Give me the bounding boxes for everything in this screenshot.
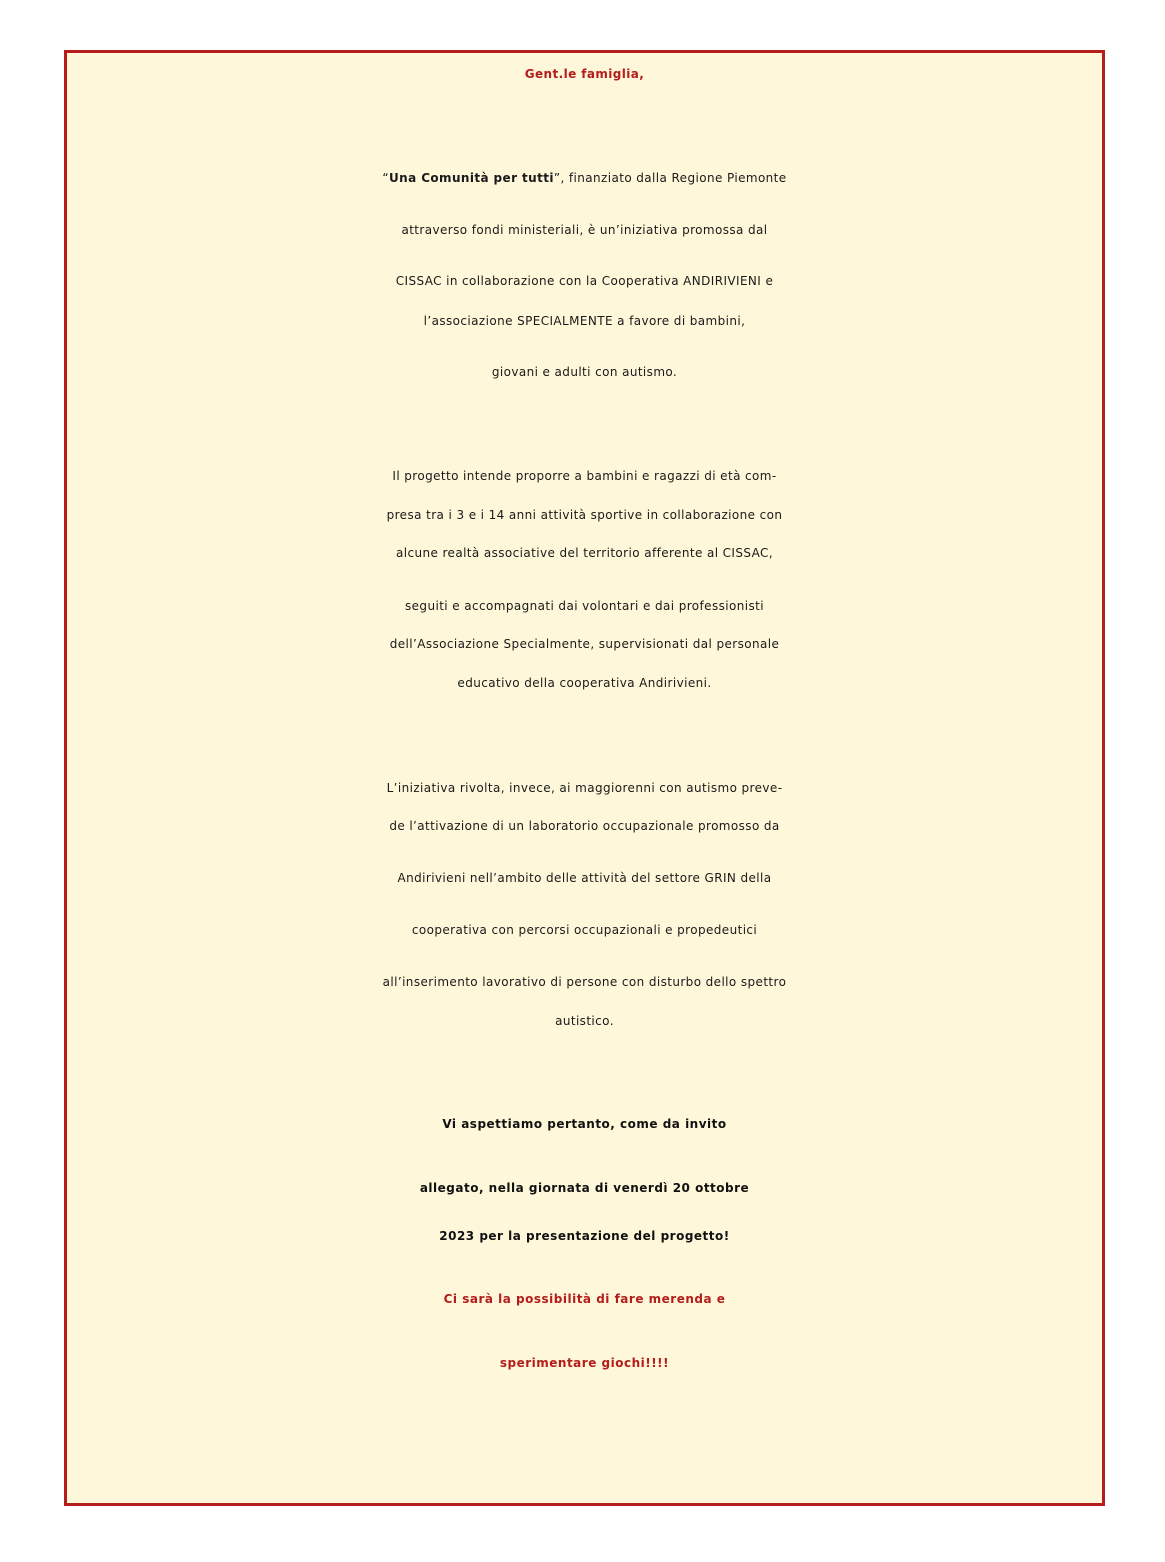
p3-line-2: de l’attivazione di un laboratorio occupazionale promosso da (389, 819, 780, 833)
p2-line-5: dell’Associazione Specialmente, supervisionati dal personale (389, 637, 780, 651)
p1-line-4: l’associazione SPECIALMENTE a favore di bambini, (423, 314, 746, 328)
p1-line-3: CISSAC in collaborazione con la Cooperativa ANDIRIVIENI e (395, 274, 774, 288)
letter-frame (64, 50, 1105, 1506)
p2-line-2: presa tra i 3 e i 14 anni attività sportive in collaborazione con (386, 508, 783, 522)
p2-line-6: educativo della cooperativa Andirivieni. (457, 676, 712, 690)
p2-line-3: alcune realtà associative del territorio afferente al CISSAC, (395, 546, 774, 560)
p1-line-5: giovani e adulti con autismo. (491, 365, 678, 379)
p3-line-6: autistico. (555, 1014, 614, 1028)
p1-line-2: attraverso fondi ministeriali, è un’iniziativa promossa dal (401, 223, 768, 237)
invite-line-3: 2023 per la presentazione del progetto! (439, 1229, 730, 1243)
invite-line-1: Vi aspettiamo pertanto, come da invito (442, 1117, 727, 1131)
p1-line-1-rest: ”, finanziato dalla Regione Piemonte (553, 171, 787, 185)
project-name: Una Comunità per tutti (389, 171, 554, 185)
p3-line-1: L’iniziativa rivolta, invece, ai maggiorenni con autismo preve- (386, 781, 783, 795)
invite-line-2: allegato, nella giornata di venerdì 20 ottobre (419, 1181, 750, 1195)
greeting: Gent.le famiglia, (524, 67, 645, 81)
p3-line-5: all’inserimento lavorativo di persone con disturbo dello spettro (382, 975, 787, 989)
quote-open: “ (382, 171, 390, 185)
snack-line-2: sperimentare giochi!!!! (499, 1356, 670, 1370)
p3-line-4: cooperativa con percorsi occupazionali e propedeutici (411, 923, 758, 937)
p1-line-1 (67, 171, 1102, 185)
snack-line-1: Ci sarà la possibilità di fare merenda e (443, 1292, 726, 1306)
p3-line-3: Andirivieni nell’ambito delle attività del settore GRIN della (397, 871, 772, 885)
p2-line-1: Il progetto intende proporre a bambini e ragazzi di età com- (392, 469, 777, 483)
p2-line-4: seguiti e accompagnati dai volontari e dai professionisti (405, 599, 764, 613)
